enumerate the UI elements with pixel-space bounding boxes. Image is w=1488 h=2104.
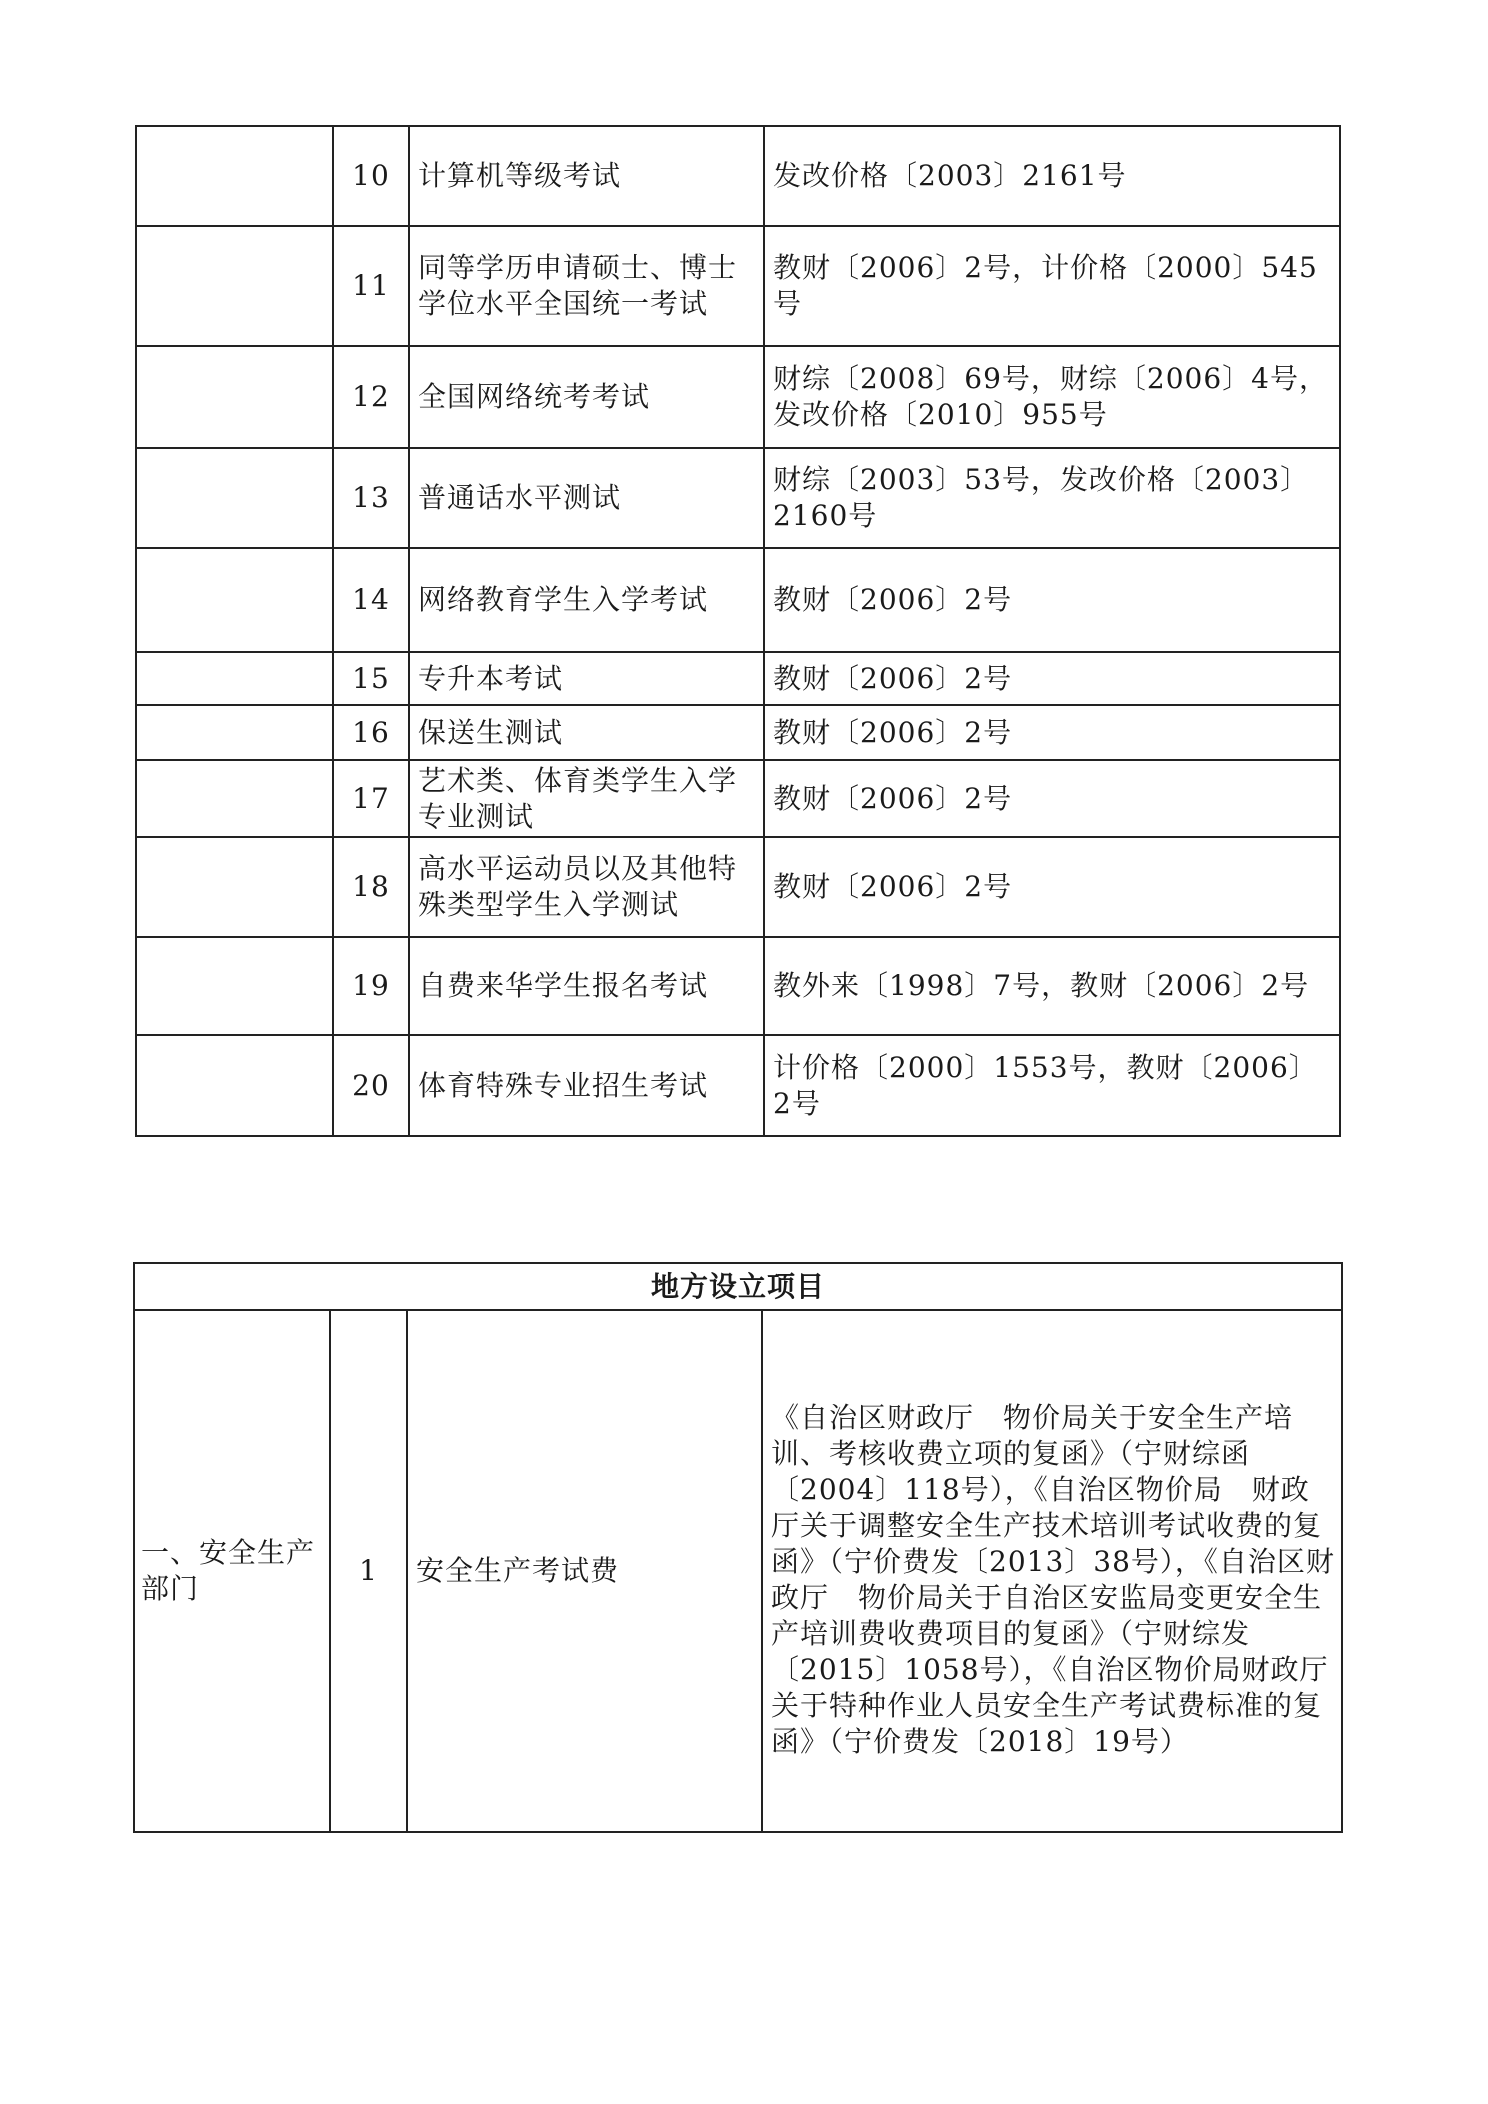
item-basis: 教财〔2006〕2号 <box>764 652 1340 705</box>
item-basis: 教财〔2006〕2号，计价格〔2000〕545号 <box>764 226 1340 346</box>
dept-cell <box>136 126 333 226</box>
item-name: 自费来华学生报名考试 <box>409 937 764 1035</box>
row-number: 18 <box>333 837 409 937</box>
item-basis: 教财〔2006〕2号 <box>764 837 1340 937</box>
table-row <box>136 705 1340 760</box>
item-name: 计算机等级考试 <box>409 126 764 226</box>
table-row <box>136 126 1340 226</box>
item-name: 网络教育学生入学考试 <box>409 548 764 652</box>
row-number: 12 <box>333 346 409 448</box>
table-row <box>136 548 1340 652</box>
row-number: 17 <box>333 760 409 837</box>
dept-cell: 一、安全生产部门 <box>134 1310 330 1832</box>
item-basis: 教外来〔1998〕7号，教财〔2006〕2号 <box>764 937 1340 1035</box>
item-basis: 教财〔2006〕2号 <box>764 548 1340 652</box>
item-name: 安全生产考试费 <box>407 1310 762 1832</box>
item-name: 体育特殊专业招生考试 <box>409 1035 764 1136</box>
row-number: 16 <box>333 705 409 760</box>
item-name: 全国网络统考考试 <box>409 346 764 448</box>
item-basis: 《自治区财政厅 物价局关于安全生产培训、考核收费立项的复函》（宁财综函〔2004〕118号），《自治区物价局 财政厅关于调整安全生产技术培训考试收费的复函》（宁价费发〔2013〕38号），《自治区财政厅 物价局关于自治区安监局变更安全生产培训费收费项目的复函》（宁财综发〔2015〕1058号），《自治区物价局财政厅关于特种作业人员安全生产考试费标准的复函》（宁价费发〔2018〕19号） <box>762 1310 1342 1832</box>
table-row <box>136 760 1340 837</box>
dept-cell <box>136 837 333 937</box>
dept-cell <box>136 937 333 1035</box>
dept-cell <box>136 346 333 448</box>
table-row <box>136 346 1340 448</box>
item-name: 专升本考试 <box>409 652 764 705</box>
local-projects-table <box>133 1262 1343 1833</box>
table-row <box>136 937 1340 1035</box>
dept-cell <box>136 226 333 346</box>
item-basis: 发改价格〔2003〕2161号 <box>764 126 1340 226</box>
dept-cell <box>136 760 333 837</box>
section-title: 地方设立项目 <box>134 1263 1342 1310</box>
item-basis: 计价格〔2000〕1553号，教财〔2006〕2号 <box>764 1035 1340 1136</box>
row-number: 19 <box>333 937 409 1035</box>
row-number: 11 <box>333 226 409 346</box>
dept-cell <box>136 448 333 548</box>
item-basis: 财综〔2008〕69号，财综〔2006〕4号，发改价格〔2010〕955号 <box>764 346 1340 448</box>
item-basis: 教财〔2006〕2号 <box>764 705 1340 760</box>
dept-cell <box>136 1035 333 1136</box>
item-name: 同等学历申请硕士、博士学位水平全国统一考试 <box>409 226 764 346</box>
item-name: 高水平运动员以及其他特殊类型学生入学测试 <box>409 837 764 937</box>
row-number: 14 <box>333 548 409 652</box>
row-number: 13 <box>333 448 409 548</box>
item-name: 保送生测试 <box>409 705 764 760</box>
item-basis: 财综〔2003〕53号，发改价格〔2003〕2160号 <box>764 448 1340 548</box>
dept-cell <box>136 705 333 760</box>
table-row <box>136 1035 1340 1136</box>
item-name: 艺术类、体育类学生入学专业测试 <box>409 760 764 837</box>
table-row <box>136 652 1340 705</box>
row-number: 10 <box>333 126 409 226</box>
row-number: 1 <box>330 1310 407 1832</box>
fee-table-continued <box>135 125 1341 1137</box>
dept-cell <box>136 548 333 652</box>
table-row <box>134 1310 1342 1832</box>
table-row <box>136 837 1340 937</box>
table-row <box>136 448 1340 548</box>
row-number: 20 <box>333 1035 409 1136</box>
item-basis: 教财〔2006〕2号 <box>764 760 1340 837</box>
item-name: 普通话水平测试 <box>409 448 764 548</box>
dept-cell <box>136 652 333 705</box>
table-row <box>136 226 1340 346</box>
section-header-row <box>134 1263 1342 1310</box>
row-number: 15 <box>333 652 409 705</box>
